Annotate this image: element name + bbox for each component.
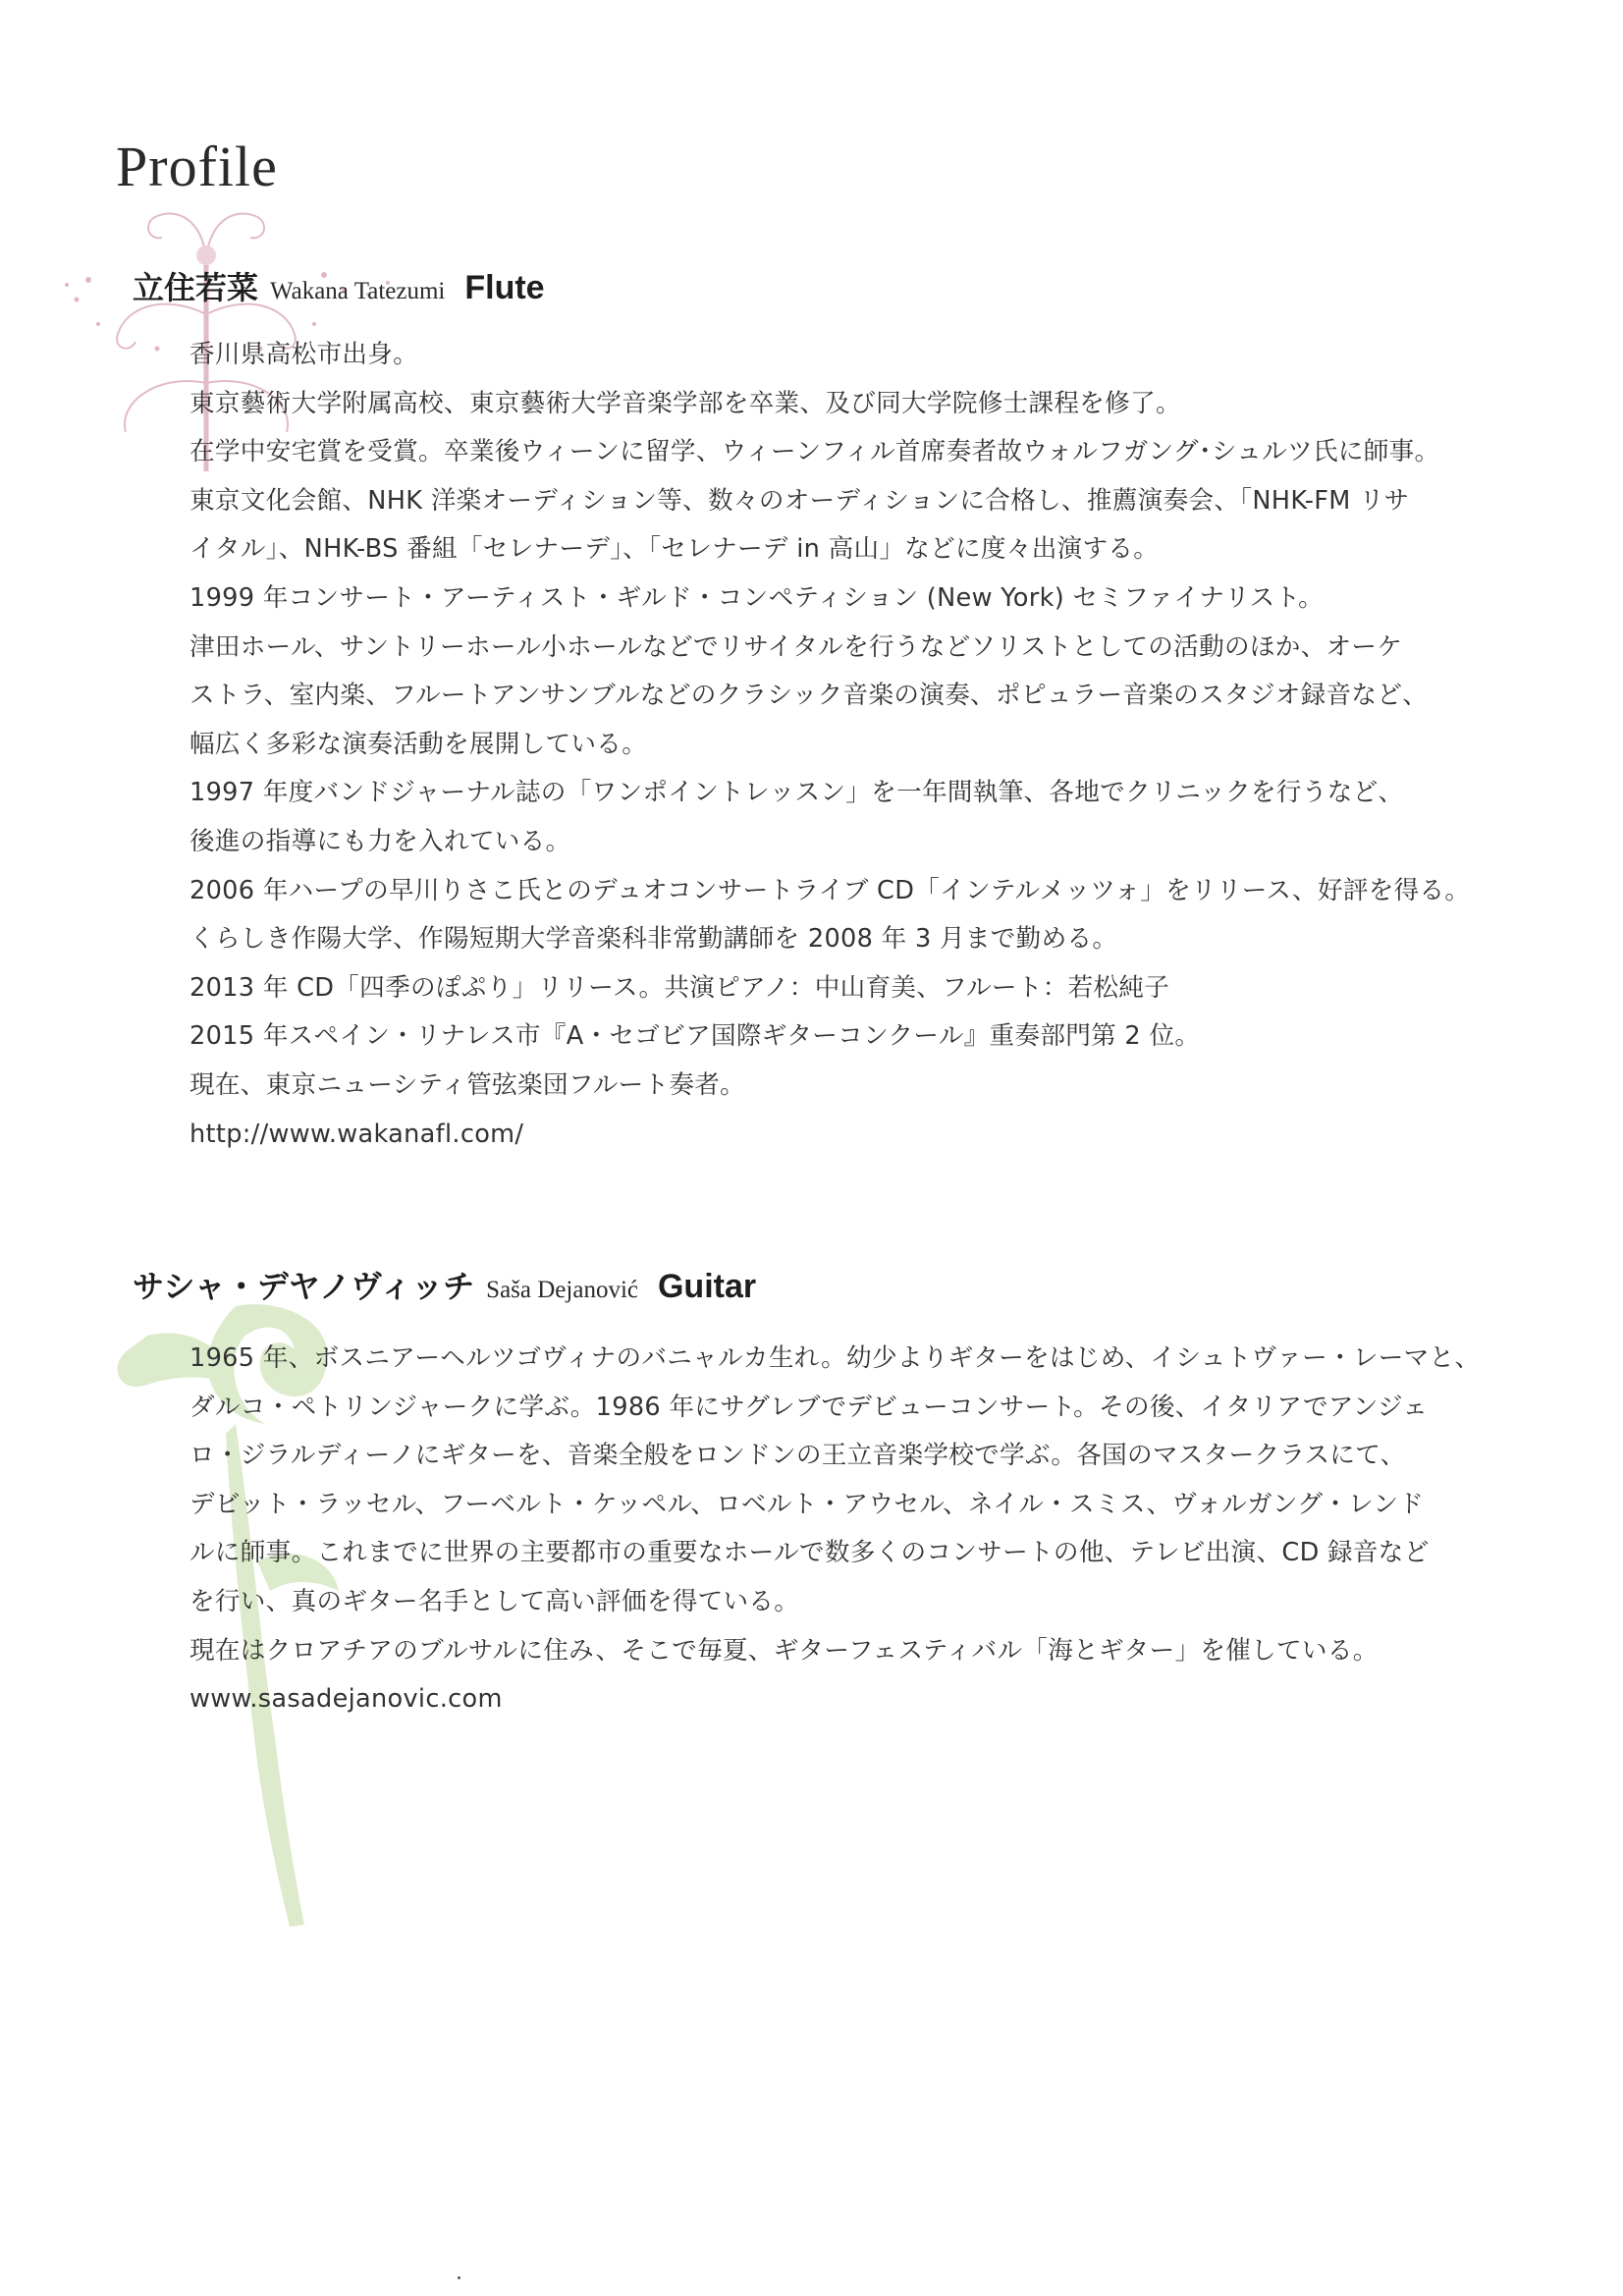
bio-line: 2013 年 CD「四季のぽぷり」リリース。共演ピアノ：中山育美、フルート：若松純子 [189,972,1170,1003]
profile-header-sasa [133,1262,756,1307]
profile-header-wakana [133,263,545,308]
bio-line: ロ・ジラルディーノにギターを、音楽全般をロンドンの王立音楽学校で学ぶ。各国のマスタークラスにて、 [189,1441,1406,1471]
bio-line: 香川県高松市出身。 [189,340,419,369]
bio-line: くらしき作陽大学、作陽短期大学音楽科非常勤講師を 2008 年 3 月まで勤める。 [189,924,1118,955]
bio-line: 2006 年ハープの早川りさこ氏とのデュオコンサートライブ CD「インテルメッツォ」をリリース、好評を得る。 [189,875,1471,905]
bio-line: 2015 年スペイン・リナレス市『A・セゴビア国際ギターコンクール』重奏部門第 2 位。 [189,1021,1201,1052]
artist-name-english: Wakana Tatezumi [270,278,446,304]
bio-line: 在学中安宅賞を受賞。卒業後ウィーンに留学、ウィーンフィル首席奏者故ウォルフガング･シュルツ氏に師事。 [189,437,1440,467]
bio-line: 現在、東京ニューシティ管弦楽団フルート奏者。 [189,1069,746,1100]
bio-line: デビット・ラッセル、フーベルト・ケッペル、ロベルト・アウセル、ネイル・スミス、ヴォルガング・レンド [189,1489,1425,1519]
page-title: Profile [116,135,278,198]
artist-instrument: Guitar [657,1268,757,1305]
bio-line: 幅広く多彩な演奏活動を展開している。 [189,729,648,759]
bio-line: ストラ、室内楽、フルートアンサンブルなどのクラシック音楽の演奏、ポピュラー音楽のスタジオ録音など、 [189,681,1429,711]
website-link-sasa[interactable]: www.sasadejanovic.com [189,1684,503,1715]
bio-line: ダルコ・ペトリンジャークに学ぶ。1986 年にサグレブでデビューコンサート。その後、イタリアでアンジェ [189,1392,1429,1422]
biography-sasa [189,1335,1525,1724]
artist-name-japanese: 立住若菜 [133,269,259,306]
bio-line: 東京藝術大学附属高校、東京藝術大学音楽学部を卒業、及び同大学院修士課程を修了。 [189,388,1181,418]
bio-line: 後進の指導にも力を入れている。 [189,826,571,856]
bio-line: 津田ホール、サントリーホール小ホールなどでリサイタルを行うなどソリストとしての活動のほか、オーケ [189,631,1403,662]
bio-line: 東京文化会館、NHK 洋楽オーディション等、数々のオーディションに合格し、推薦演奏会、「NHK-FM リサ [189,485,1410,516]
bio-line: ルに師事。これまでに世界の主要都市の重要なホールで数多くのコンサートの他、テレビ出演、CD 録音など [189,1538,1430,1568]
biography-wakana [189,331,1525,1159]
bio-line: 現在はクロアチアのブルサルに住み、そこで毎夏、ギターフェスティバル「海とギター」を催している。 [189,1635,1379,1666]
bio-line: 1965 年、ボスニアーヘルツゴヴィナのバニャルカ生れ。幼少よりギターをはじめ、イシュトヴァー・レーマと、 [189,1343,1481,1373]
scan-dot-mark [458,2276,460,2279]
bio-line: 1997 年度バンドジャーナル誌の「ワンポイントレッスン」を一年間執筆、各地でクリニックを行うなど、 [189,778,1404,808]
bio-line: 1999 年コンサート・アーティスト・ギルド・コンペティション (New York) セミファイナリスト。 [189,582,1325,613]
artist-instrument: Flute [464,269,545,306]
bio-line: イタル」、NHK-BS 番組「セレナーデ」、「セレナーデ in 高山」などに度々出演する。 [189,534,1160,565]
bio-line: を行い、真のギター名手として高い評価を得ている。 [189,1586,800,1616]
website-link-wakana[interactable]: http://www.wakanafl.com/ [189,1119,524,1149]
artist-name-japanese: サシャ・デヤノヴィッチ [133,1268,475,1305]
artist-name-english: Saša Dejanović [486,1277,638,1303]
